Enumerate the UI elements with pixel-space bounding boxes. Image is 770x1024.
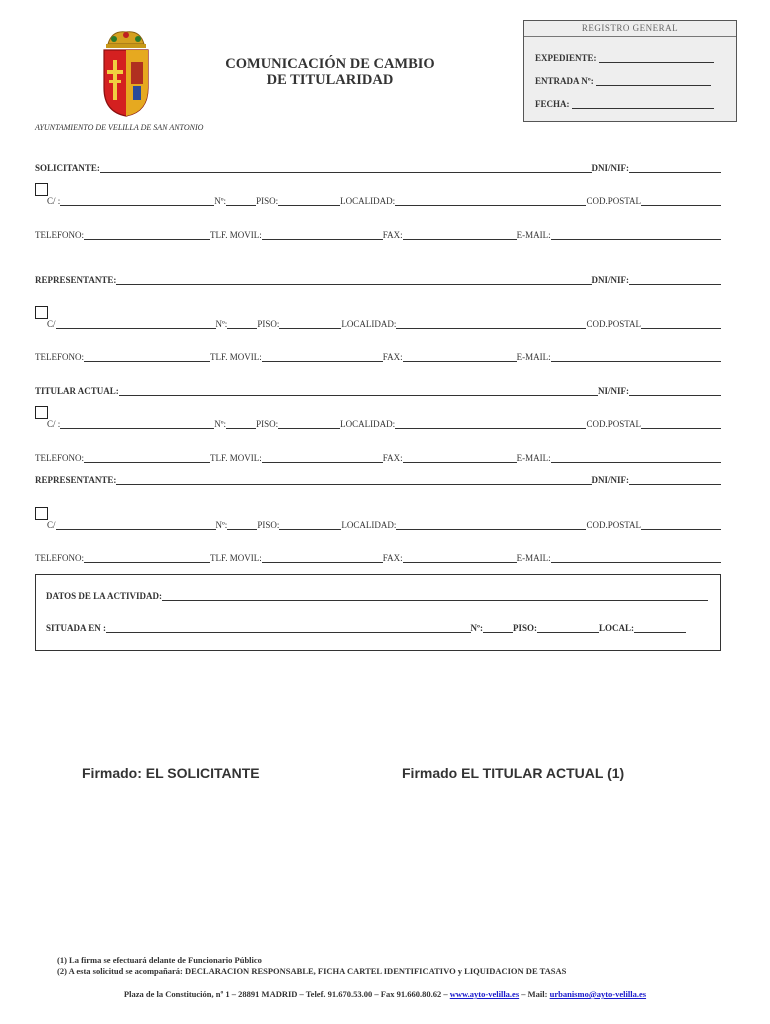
representante-2-row — [35, 473, 721, 485]
piso-field[interactable] — [278, 195, 340, 206]
mail-link[interactable]: urbanismo@ayto-velilla.es — [549, 989, 647, 999]
titular-actual-row — [35, 384, 721, 396]
email-field[interactable] — [551, 552, 721, 563]
fax-field[interactable] — [403, 552, 517, 563]
representante-label: REPRESENTANTE: — [35, 475, 117, 485]
email-label: E-MAIL: — [516, 553, 551, 563]
tlf-movil-label: TLF. MOVIL: — [210, 553, 262, 563]
footer — [0, 989, 770, 999]
cod-postal-label: COD.POSTAL — [586, 419, 641, 429]
tlf-movil-field[interactable] — [262, 552, 383, 563]
telefono-field[interactable] — [84, 552, 210, 563]
fax-field[interactable] — [403, 351, 517, 362]
solicitante-address-row — [35, 194, 721, 206]
datos-actividad-field[interactable] — [162, 590, 708, 601]
datos-actividad-row — [46, 589, 708, 601]
actividad-piso-field[interactable] — [537, 622, 599, 633]
situada-label: SITUADA EN : — [46, 623, 107, 633]
entrada-label: ENTRADA Nº: — [535, 76, 594, 86]
note-2: (2) A esta solicitud se acompañará: DECLARACION RESPONSABLE, FICHA CARTEL IDENTIFICATIVO y LIQUIDACION DE TASAS — [57, 966, 567, 976]
email-label: E-MAIL: — [516, 230, 551, 240]
tlf-movil-label: TLF. MOVIL: — [210, 352, 262, 362]
ayuntamiento-name: AYUNTAMIENTO DE VELILLA DE SAN ANTONIO — [35, 123, 204, 132]
tlf-movil-field[interactable] — [262, 229, 383, 240]
calle-field[interactable] — [56, 318, 216, 329]
fax-label: FAX: — [382, 352, 403, 362]
tlf-movil-field[interactable] — [262, 351, 383, 362]
actividad-numero-field[interactable] — [483, 622, 513, 633]
dni-nif-field[interactable] — [629, 274, 721, 285]
actividad-piso-label: PISO: — [512, 623, 537, 633]
calle-label: C/ — [47, 319, 56, 329]
piso-field[interactable] — [279, 519, 341, 530]
cod-postal-label: COD.POSTAL — [586, 520, 641, 530]
numero-label: Nº: — [214, 196, 227, 206]
email-field[interactable] — [551, 452, 721, 463]
titular-contact-row — [35, 451, 721, 463]
fecha-label: FECHA: — [535, 99, 570, 109]
titular-actual-label: TITULAR ACTUAL: — [35, 386, 119, 396]
ni-nif-label: NI/NIF: — [598, 386, 629, 396]
actividad-numero-label: Nº: — [470, 623, 483, 633]
expediente-label: EXPEDIENTE: — [535, 53, 597, 63]
ni-nif-field[interactable] — [629, 385, 721, 396]
numero-label: Nº: — [215, 520, 228, 530]
dni-nif-field[interactable] — [629, 474, 721, 485]
actividad-box — [35, 574, 721, 651]
coat-of-arms-logo — [98, 26, 154, 120]
telefono-label: TELEFONO: — [35, 230, 84, 240]
cod-postal-label: COD.POSTAL — [586, 196, 641, 206]
situada-row — [46, 621, 686, 633]
fax-label: FAX: — [382, 453, 403, 463]
telefono-field[interactable] — [84, 452, 210, 463]
telefono-label: TELEFONO: — [35, 453, 84, 463]
registro-general-box — [523, 20, 737, 122]
representante-2-contact-row — [35, 551, 721, 563]
representante-label: REPRESENTANTE: — [35, 275, 117, 285]
numero-field[interactable] — [227, 318, 257, 329]
title-line-1: COMUNICACIÓN DE CAMBIO — [225, 56, 435, 72]
piso-label: PISO: — [256, 419, 279, 429]
cod-postal-label: COD.POSTAL — [586, 319, 641, 329]
cod-postal-field[interactable] — [641, 195, 721, 206]
numero-label: Nº: — [214, 419, 227, 429]
telefono-field[interactable] — [84, 351, 210, 362]
piso-field[interactable] — [278, 418, 340, 429]
calle-field[interactable] — [60, 418, 214, 429]
calle-label: C/ : — [47, 419, 61, 429]
piso-label: PISO: — [257, 319, 280, 329]
representante-field[interactable] — [116, 274, 591, 285]
localidad-label: LOCALIDAD: — [340, 196, 396, 206]
numero-field[interactable] — [226, 418, 256, 429]
dni-nif-field[interactable] — [629, 162, 721, 173]
calle-field[interactable] — [56, 519, 216, 530]
telefono-label: TELEFONO: — [35, 553, 84, 563]
tlf-movil-field[interactable] — [262, 452, 383, 463]
telefono-label: TELEFONO: — [35, 352, 84, 362]
representante-row — [35, 273, 721, 285]
footer-address: Plaza de la Constitución, nº 1 – 28891 MADRID – Telef. 91.670.53.00 – Fax 91.660.80.62 – — [123, 989, 448, 999]
localidad-field[interactable] — [396, 519, 586, 530]
representante-field[interactable] — [116, 474, 591, 485]
email-field[interactable] — [551, 351, 721, 362]
representante-2-address-row — [35, 518, 721, 530]
calle-field[interactable] — [60, 195, 214, 206]
localidad-label: LOCALIDAD: — [341, 520, 397, 530]
solicitante-row — [35, 161, 721, 173]
expediente-field[interactable] — [599, 53, 714, 63]
email-label: E-MAIL: — [516, 453, 551, 463]
titular-actual-field[interactable] — [119, 385, 598, 396]
solicitante-field[interactable] — [100, 162, 592, 173]
calle-label: C/ — [47, 520, 56, 530]
actividad-local-field[interactable] — [634, 622, 686, 633]
piso-label: PISO: — [257, 520, 280, 530]
localidad-field[interactable] — [395, 418, 586, 429]
fax-field[interactable] — [403, 452, 517, 463]
telefono-field[interactable] — [84, 229, 210, 240]
firma-solicitante: Firmado: EL SOLICITANTE — [82, 765, 260, 781]
title-line-2: DE TITULARIDAD — [266, 72, 394, 88]
piso-label: PISO: — [256, 196, 279, 206]
titular-address-row — [35, 417, 721, 429]
fax-field[interactable] — [403, 229, 517, 240]
actividad-local-label: LOCAL: — [598, 623, 634, 633]
tlf-movil-label: TLF. MOVIL: — [210, 230, 262, 240]
situada-field[interactable] — [106, 622, 470, 633]
localidad-field[interactable] — [396, 318, 586, 329]
representante-address-row — [35, 317, 721, 329]
fax-label: FAX: — [382, 553, 403, 563]
cod-postal-field[interactable] — [641, 519, 721, 530]
document-title — [200, 56, 460, 88]
solicitante-contact-row — [35, 228, 721, 240]
cod-postal-field[interactable] — [641, 318, 721, 329]
dni-nif-label: DNI/NIF: — [591, 163, 629, 173]
piso-field[interactable] — [279, 318, 341, 329]
calle-label: C/ : — [47, 196, 61, 206]
numero-label: Nº: — [215, 319, 228, 329]
cod-postal-field[interactable] — [641, 418, 721, 429]
localidad-label: LOCALIDAD: — [341, 319, 397, 329]
email-label: E-MAIL: — [516, 352, 551, 362]
numero-field[interactable] — [226, 195, 256, 206]
fax-label: FAX: — [382, 230, 403, 240]
registro-heading: REGISTRO GENERAL — [524, 21, 736, 37]
tlf-movil-label: TLF. MOVIL: — [210, 453, 262, 463]
email-field[interactable] — [551, 229, 721, 240]
localidad-field[interactable] — [395, 195, 586, 206]
numero-field[interactable] — [227, 519, 257, 530]
solicitante-label: SOLICITANTE: — [35, 163, 100, 173]
dni-nif-label: DNI/NIF: — [591, 275, 629, 285]
entrada-field[interactable] — [596, 76, 711, 86]
localidad-label: LOCALIDAD: — [340, 419, 396, 429]
fecha-field[interactable] — [572, 99, 714, 109]
mail-label: – Mail: — [521, 989, 548, 999]
firma-titular: Firmado EL TITULAR ACTUAL (1) — [402, 765, 625, 781]
note-1: (1) La firma se efectuará delante de Funcionario Público — [57, 955, 262, 965]
datos-actividad-label: DATOS DE LA ACTIVIDAD: — [46, 591, 162, 601]
web-link[interactable]: www.ayto-velilla.es — [449, 989, 520, 999]
dni-nif-label: DNI/NIF: — [591, 475, 629, 485]
representante-contact-row — [35, 350, 721, 362]
